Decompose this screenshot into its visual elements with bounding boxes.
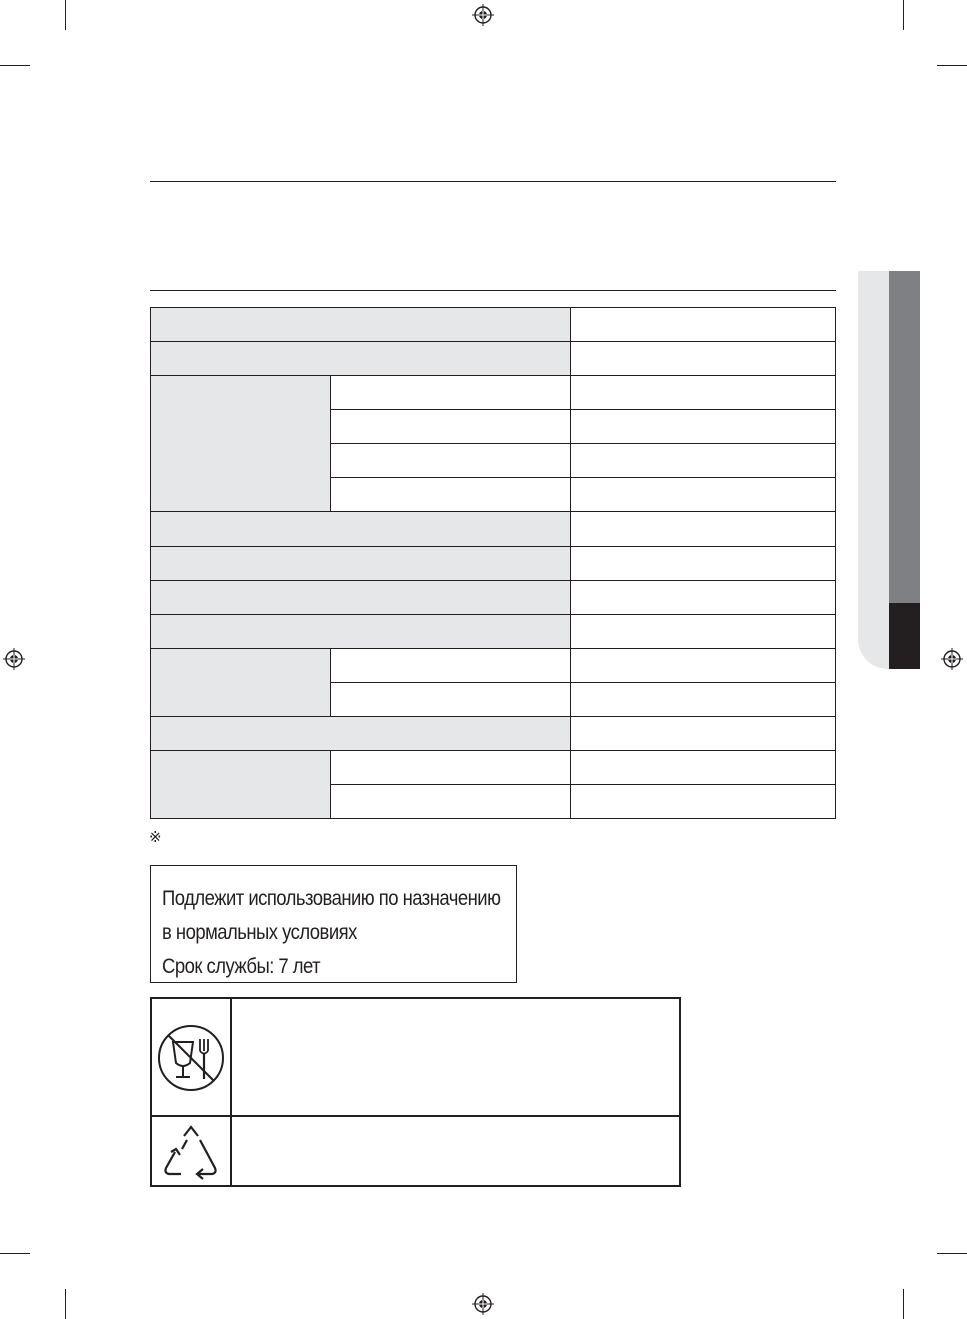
note-reference-mark: ※ bbox=[149, 829, 162, 846]
spec-value-cell bbox=[570, 409, 836, 444]
spec-sublabel-cell bbox=[330, 477, 571, 512]
symbols-table-row-divider bbox=[152, 1115, 679, 1117]
spec-sublabel-cell bbox=[330, 784, 571, 819]
service-life-line-2: в нормальных условиях bbox=[162, 921, 357, 944]
recycling-triangle-icon bbox=[159, 1124, 223, 1182]
symbols-table-column-divider bbox=[230, 999, 232, 1185]
spec-group-label-cell bbox=[150, 648, 331, 717]
spec-sublabel-cell bbox=[330, 682, 571, 717]
spec-sublabel-cell bbox=[330, 750, 571, 785]
spec-value-cell bbox=[570, 511, 836, 547]
registration-mark-left-icon bbox=[3, 648, 25, 670]
spec-value-cell bbox=[570, 648, 836, 683]
spec-value-cell bbox=[570, 341, 836, 376]
heading-rule-top bbox=[150, 181, 836, 182]
chapter-tab-current-marker bbox=[889, 603, 920, 669]
service-life-box bbox=[150, 865, 517, 983]
spec-value-cell bbox=[570, 784, 836, 819]
spec-value-cell bbox=[570, 307, 836, 342]
spec-value-cell bbox=[570, 682, 836, 717]
spec-sublabel-cell bbox=[330, 375, 571, 410]
spec-value-cell bbox=[570, 614, 836, 649]
registration-mark-top-icon bbox=[472, 4, 494, 26]
symbols-table bbox=[150, 997, 681, 1187]
spec-label-cell bbox=[150, 341, 571, 376]
heading-rule-bottom bbox=[150, 290, 836, 291]
crop-mark-bottom-left-horizontal bbox=[0, 1253, 30, 1254]
spec-sublabel-cell bbox=[330, 443, 571, 478]
spec-label-cell bbox=[150, 307, 571, 342]
spec-label-cell bbox=[150, 511, 571, 547]
spec-label-cell bbox=[150, 546, 571, 581]
spec-sublabel-cell bbox=[330, 409, 571, 444]
chapter-side-tab bbox=[858, 271, 920, 669]
spec-group-label-cell bbox=[150, 375, 331, 512]
service-life-line-1: Подлежит использованию по назначению bbox=[162, 887, 501, 910]
spec-label-cell bbox=[150, 614, 571, 649]
chapter-tab-grey-bar bbox=[889, 271, 920, 603]
spec-sublabel-cell bbox=[330, 648, 571, 683]
crop-mark-top-left-vertical bbox=[65, 0, 66, 30]
spec-value-cell bbox=[570, 375, 836, 410]
spec-value-cell bbox=[570, 580, 836, 615]
spec-value-cell bbox=[570, 477, 836, 512]
spec-value-cell bbox=[570, 443, 836, 478]
registration-mark-right-icon bbox=[941, 648, 963, 670]
service-life-line-3: Срок службы: 7 лет bbox=[162, 955, 321, 978]
spec-label-cell bbox=[150, 716, 571, 751]
crop-mark-bottom-right-vertical bbox=[903, 1289, 904, 1319]
crop-mark-bottom-left-vertical bbox=[65, 1289, 66, 1319]
spec-label-cell bbox=[150, 580, 571, 615]
crop-mark-top-right-horizontal bbox=[937, 65, 967, 66]
spec-value-cell bbox=[570, 546, 836, 581]
crop-mark-bottom-right-horizontal bbox=[937, 1253, 967, 1254]
crop-mark-top-right-vertical bbox=[903, 0, 904, 30]
spec-group-label-cell bbox=[150, 750, 331, 819]
registration-mark-bottom-icon bbox=[472, 1293, 494, 1315]
not-for-food-contact-icon bbox=[156, 1023, 226, 1093]
spec-value-cell bbox=[570, 716, 836, 751]
crop-mark-top-left-horizontal bbox=[0, 65, 30, 66]
spec-value-cell bbox=[570, 750, 836, 785]
